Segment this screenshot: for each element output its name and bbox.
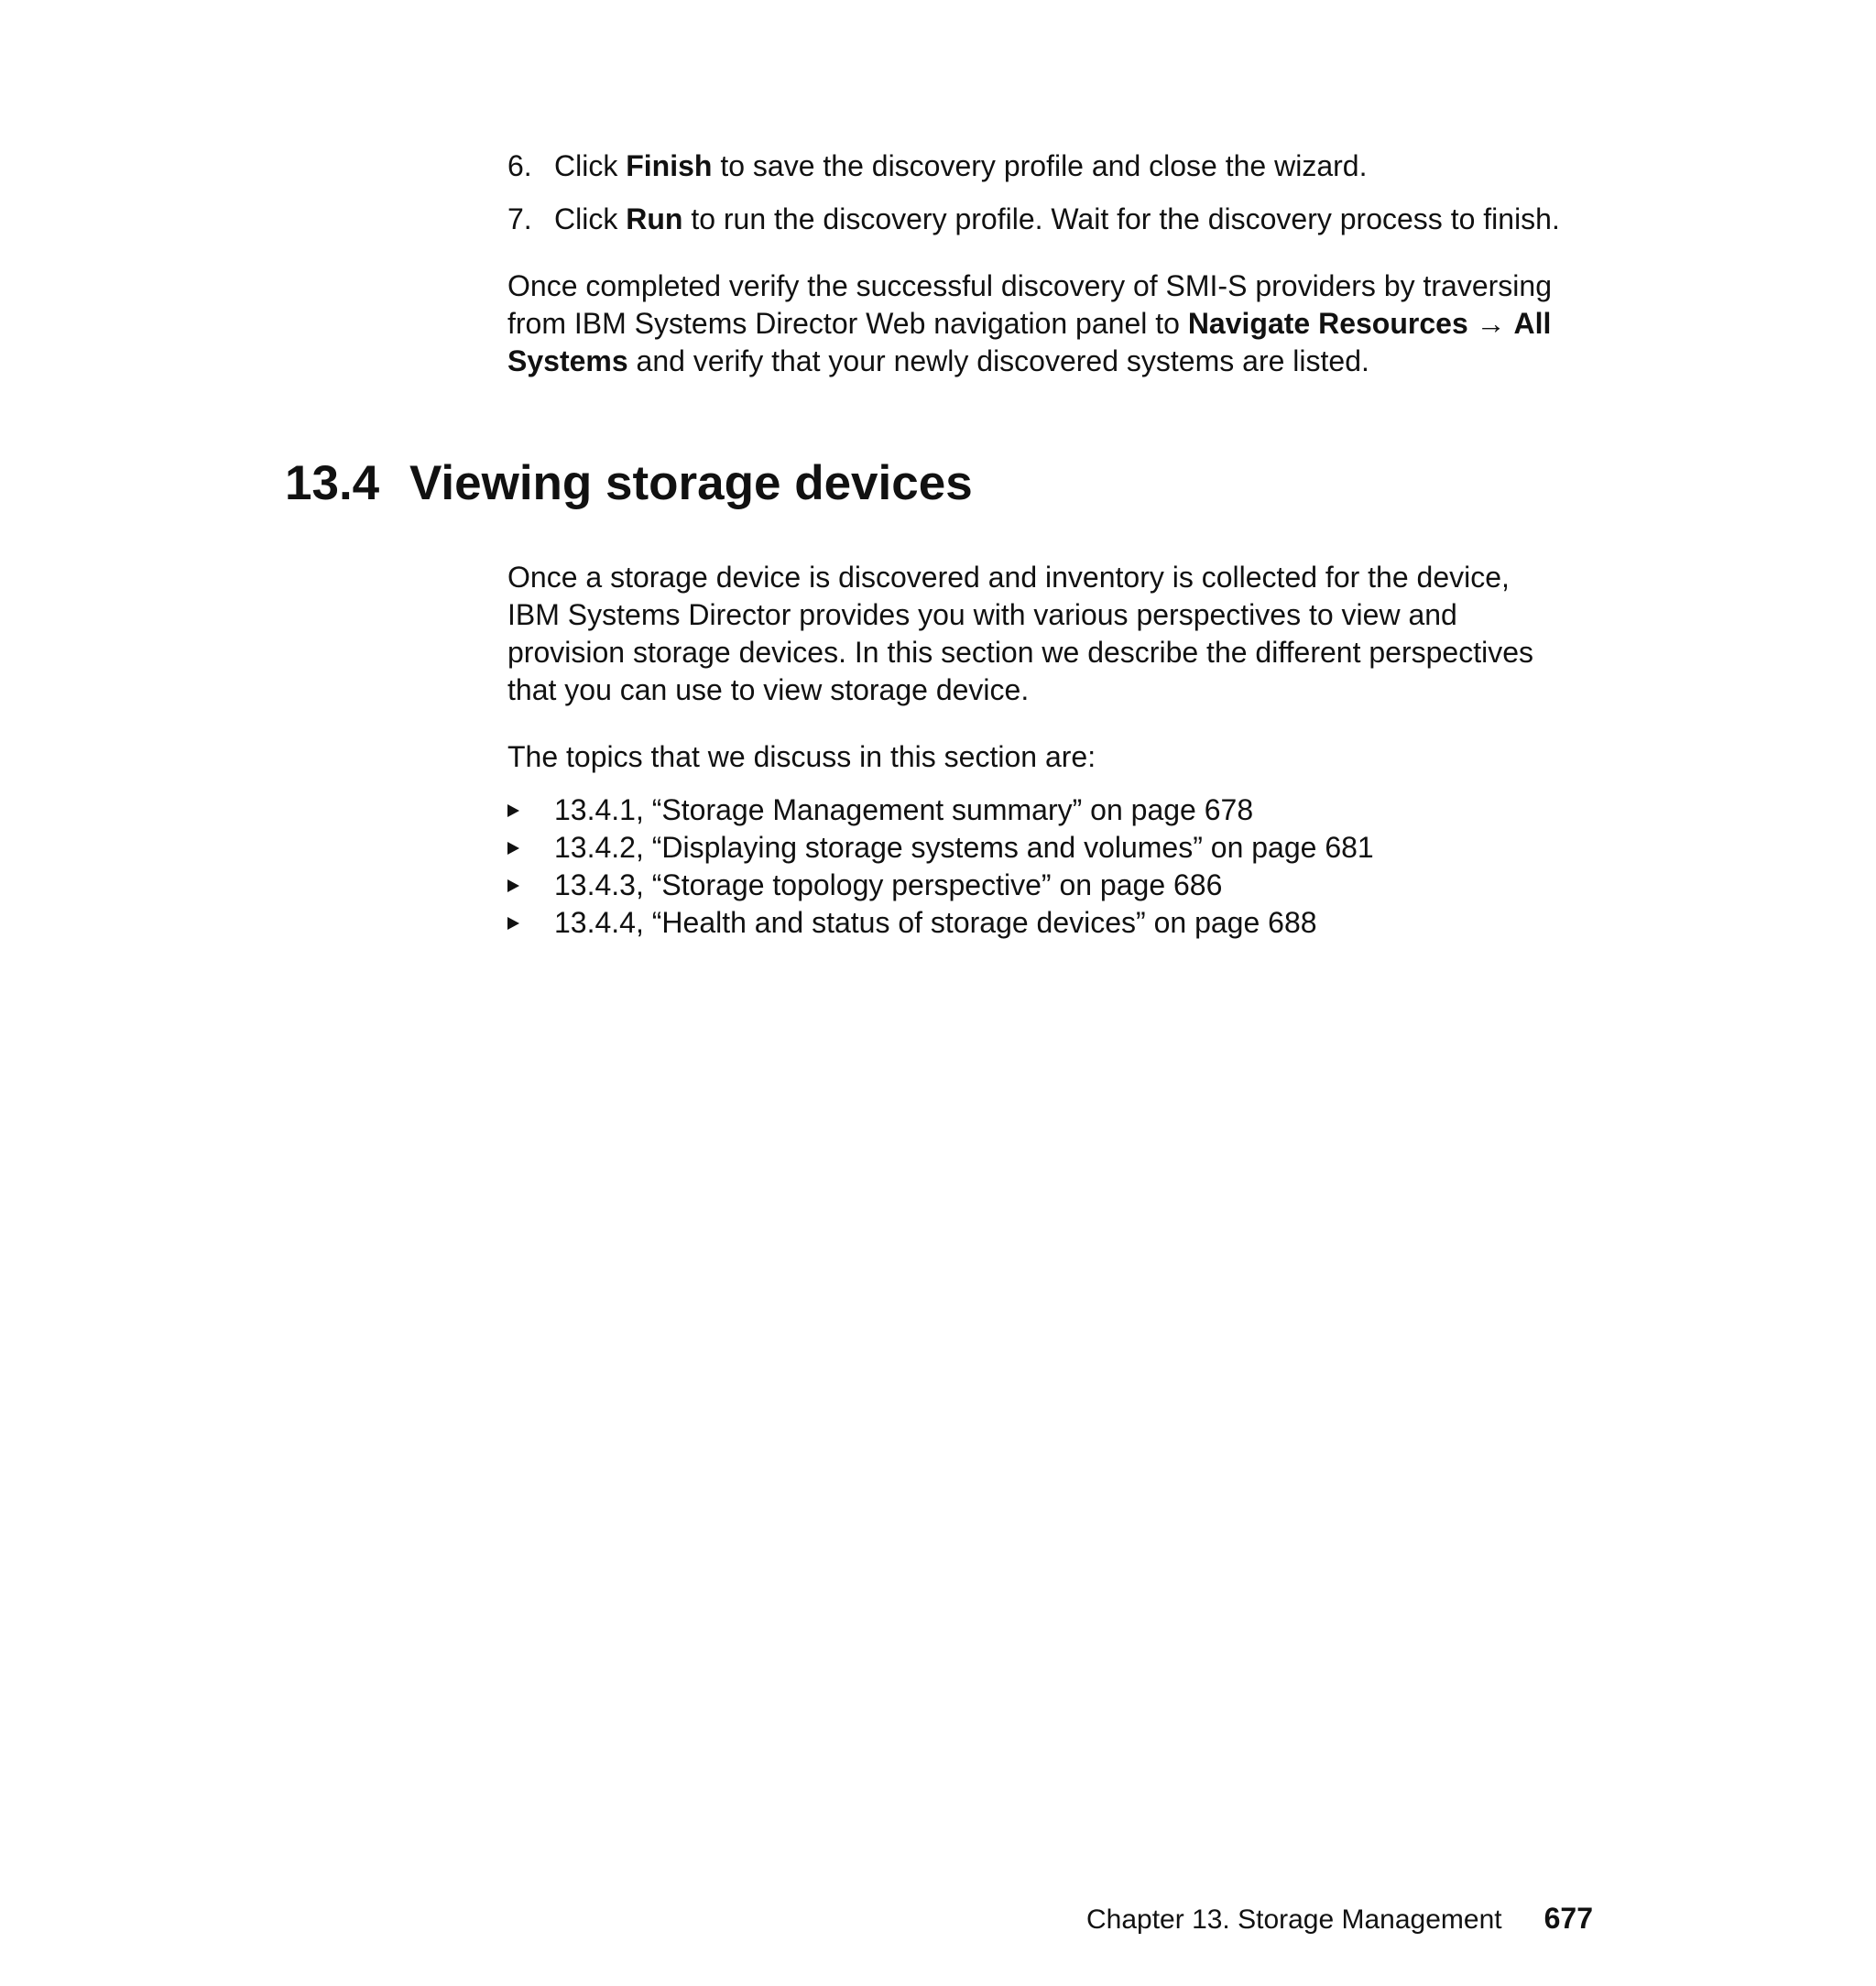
verify-line-2-text: from IBM Systems Director Web navigation panel to xyxy=(507,307,1188,340)
step-7 xyxy=(507,201,1560,237)
intro-line: provision storage devices. In this section we describe the different perspectives xyxy=(507,636,1533,669)
intro-line: Once a storage device is discovered and inventory is collected for the device, xyxy=(507,561,1510,594)
intro-line: that you can use to view storage device. xyxy=(507,673,1030,706)
finish-label: Finish xyxy=(626,149,713,182)
step-text-post: to run the discovery profile. Wait for the discovery process to finish. xyxy=(682,202,1560,235)
step-6 xyxy=(507,147,1367,184)
navigate-resources-label: Navigate Resources xyxy=(1187,307,1468,340)
step-number: 6. xyxy=(507,149,532,182)
page-footer xyxy=(1086,1900,1593,1938)
arrow-glyph: → xyxy=(1467,307,1514,340)
section-number: 13.4 xyxy=(285,456,380,510)
verify-line-2 xyxy=(507,305,1607,343)
step-number: 7. xyxy=(507,202,532,235)
intro-paragraph xyxy=(507,559,1607,709)
step-text-pre: Click xyxy=(554,149,627,182)
topic-link[interactable]: 13.4.3, “Storage topology perspective” on page 686 xyxy=(554,868,1223,901)
step-text-post: to save the discovery profile and close the wizard. xyxy=(712,149,1368,182)
topic-link[interactable]: 13.4.2, “Displaying storage systems and volumes” on page 681 xyxy=(554,831,1374,864)
topic-item[interactable] xyxy=(507,904,1374,942)
verify-line-3 xyxy=(507,343,1607,380)
all-label: All xyxy=(1513,307,1552,340)
intro-line: IBM Systems Director provides you with various perspectives to view and xyxy=(507,598,1457,631)
run-label: Run xyxy=(626,202,683,235)
topic-item[interactable] xyxy=(507,867,1374,904)
topic-link[interactable]: 13.4.4, “Health and status of storage devices” on page 688 xyxy=(554,906,1317,939)
topics-intro: The topics that we discuss in this section are: xyxy=(507,740,1096,773)
topics-list xyxy=(507,791,1374,942)
page-number: 677 xyxy=(1543,1902,1594,1935)
section-heading xyxy=(285,454,973,513)
topic-link[interactable]: 13.4.1, “Storage Management summary” on page 678 xyxy=(554,793,1254,826)
verify-paragraph xyxy=(507,267,1607,380)
topic-item[interactable] xyxy=(507,829,1374,867)
triangle-bullet-icon xyxy=(507,842,519,855)
verify-line-1: Once completed verify the successful discovery of SMI-S providers by traversing xyxy=(507,269,1552,302)
step-text-pre: Click xyxy=(554,202,627,235)
triangle-bullet-icon xyxy=(507,804,519,817)
topic-item[interactable] xyxy=(507,791,1374,829)
verify-line-3-text: and verify that your newly discovered systems are listed. xyxy=(627,344,1369,377)
chapter-title: Chapter 13. Storage Management xyxy=(1086,1904,1502,1935)
systems-label: Systems xyxy=(507,344,628,377)
section-title: Viewing storage devices xyxy=(409,456,973,510)
triangle-bullet-icon xyxy=(507,879,519,892)
triangle-bullet-icon xyxy=(507,917,519,930)
